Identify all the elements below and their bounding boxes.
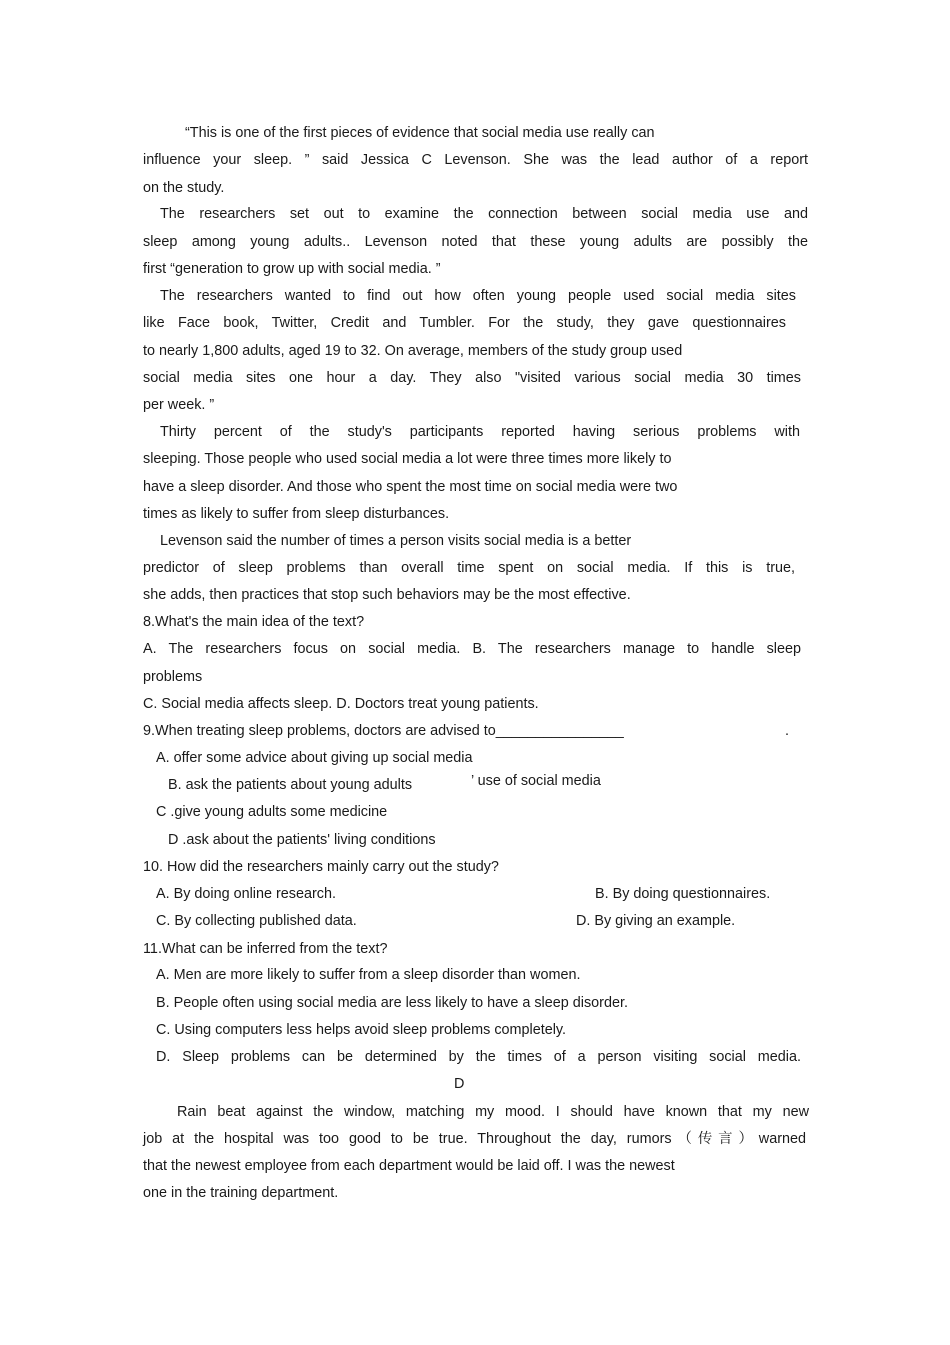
- para-5-line-1: Levenson said the number of times a person visits social media is a better: [160, 533, 632, 549]
- question-10: 10. How did the researchers mainly carry out the study?: [143, 859, 499, 875]
- question-11-option-b: B. People often using social media are less likely to have a sleep disorder.: [156, 995, 628, 1011]
- para-1-line-2: influence your sleep. ” said Jessica C Levenson. She was the lead author of a report: [143, 152, 808, 168]
- question-11-option-c: C. Using computers less helps avoid sleep problems completely.: [156, 1022, 567, 1038]
- para-5-line-2: predictor of sleep problems than overall time spent on social media. If this is true,: [143, 560, 795, 576]
- para-1-line-3: on the study.: [143, 180, 225, 196]
- section-heading-d: D: [454, 1076, 465, 1092]
- para-3-line-1: The researchers wanted to find out how often young people used social media sites: [160, 288, 796, 304]
- question-8: 8.What's the main idea of the text?: [143, 614, 365, 630]
- question-10-option-d: D. By giving an example.: [576, 913, 736, 929]
- passage-d-line-2: job at the hospital was too good to be true. Throughout the day, rumors（传言）warned: [143, 1131, 806, 1147]
- para-2-line-2: sleep among young adults.. Levenson noted that these young adults are possibly the: [143, 234, 808, 250]
- question-9-option-b-tail: ’ use of social media: [471, 773, 601, 789]
- para-4-line-1: Thirty percent of the study's participants reported having serious problems with: [160, 424, 800, 440]
- para-4-line-3: have a sleep disorder. And those who spent the most time on social media were two: [143, 479, 678, 495]
- question-9-option-c: C .give young adults some medicine: [156, 804, 388, 820]
- question-8-options-cd: C. Social media affects sleep. D. Doctors treat young patients.: [143, 696, 539, 712]
- para-3-line-4: social media sites one hour a day. They also "visited various social media 30 times: [143, 370, 801, 386]
- question-9-option-d: D .ask about the patients' living conditions: [168, 832, 436, 848]
- question-10-option-c: C. By collecting published data.: [156, 913, 357, 929]
- para-3-line-3: to nearly 1,800 adults, aged 19 to 32. On average, members of the study group used: [143, 343, 683, 359]
- para-4-line-4: times as likely to suffer from sleep disturbances.: [143, 506, 450, 522]
- question-9-option-b: B. ask the patients about young adults: [168, 777, 413, 793]
- para-1-line-1: “This is one of the first pieces of evidence that social media use really can: [185, 125, 655, 141]
- question-10-option-a: A. By doing online research.: [156, 886, 336, 902]
- para-5-line-3: she adds, then practices that stop such behaviors may be the most effective.: [143, 587, 631, 603]
- passage-d-line-4: one in the training department.: [143, 1185, 339, 1201]
- para-4-line-2: sleeping. Those people who used social media a lot were three times more likely to: [143, 451, 672, 467]
- question-9-period: .: [785, 723, 789, 739]
- para-2-line-1: The researchers set out to examine the connection between social media use and: [160, 206, 808, 222]
- question-11-option-d: D. Sleep problems can be determined by the times of a person visiting social media.: [156, 1049, 801, 1065]
- passage-d-line-3: that the newest employee from each department would be laid off. I was the newest: [143, 1158, 675, 1174]
- question-8-options-ab: A. The researchers focus on social media. B. The researchers manage to handle sleep: [143, 641, 801, 657]
- question-11-option-a: A. Men are more likely to suffer from a sleep disorder than women.: [156, 967, 581, 983]
- question-8-options-ab-wrap: problems: [143, 669, 203, 685]
- para-2-line-3: first “generation to grow up with social media. ”: [143, 261, 441, 277]
- question-11: 11.What can be inferred from the text?: [143, 941, 388, 957]
- question-9-option-a: A. offer some advice about giving up social media: [156, 750, 473, 766]
- para-3-line-5: per week. ”: [143, 397, 215, 413]
- para-3-line-2: like Face book, Twitter, Credit and Tumbler. For the study, they gave questionnaires: [143, 315, 786, 331]
- question-10-option-b: B. By doing questionnaires.: [595, 886, 771, 902]
- question-9: 9.When treating sleep problems, doctors are advised to________________: [143, 723, 624, 739]
- passage-d-line-1: Rain beat against the window, matching my mood. I should have known that my new: [177, 1104, 809, 1120]
